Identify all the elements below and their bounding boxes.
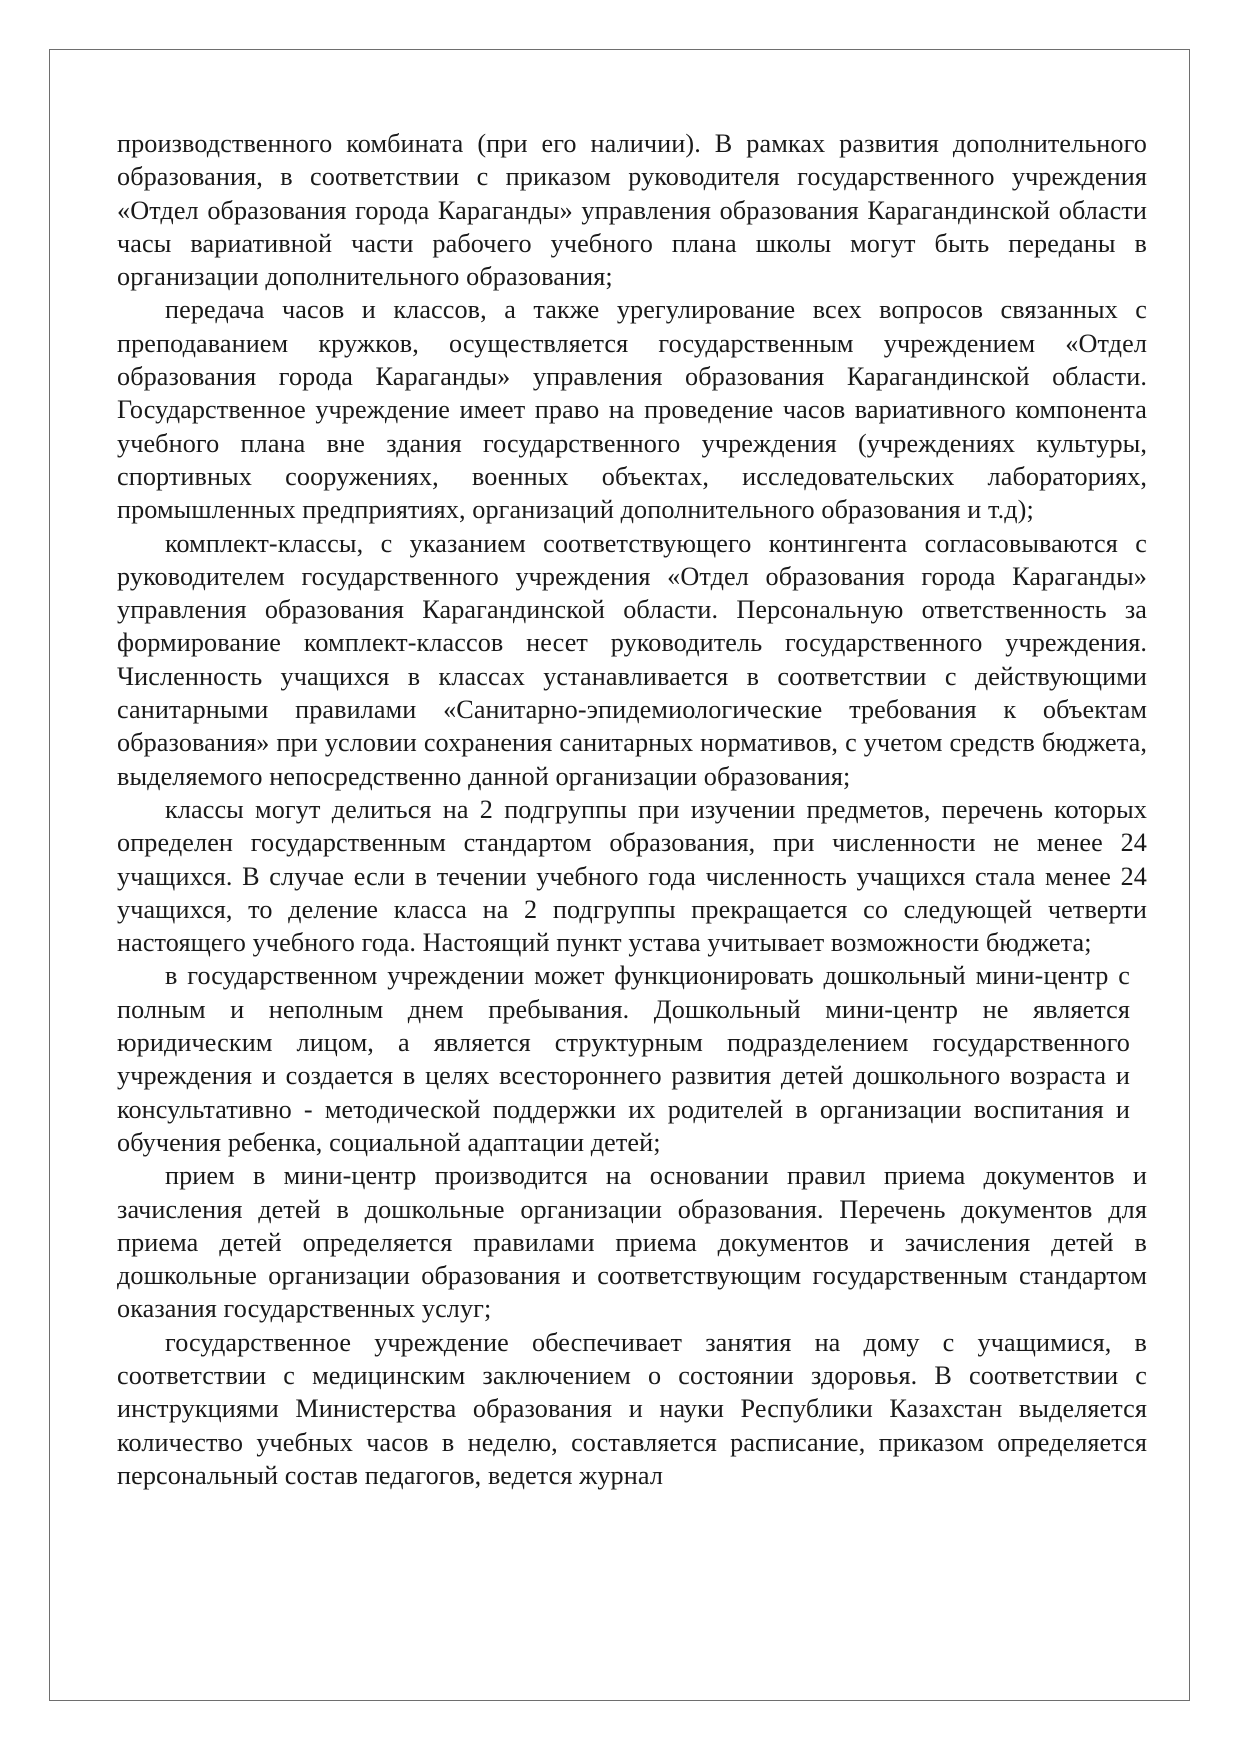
paragraph-mini-center: в государственном учреждении может функционировать дошкольный мини-центр с полным и неполным днем пребывания. Дошкольный мини-центр не является юридическим лицом, а является структурным подразделением государственного учреждения и создается в целях всестороннего развития детей дошкольного возраста и консультативно - методической поддержки их родителей в организации воспитания и обучения ребенка, социальной адаптации детей; [117, 961, 1130, 1157]
paragraph-subgroups: классы могут делиться на 2 подгруппы при изучении предметов, перечень которых определен государственным стандартом образования, при численности не менее 24 учащихся. В случае если в течении учебного года численность учащихся стала менее 24 учащихся, то деление класса на 2 подгруппы прекращается со следующей четверти настоящего учебного года. Настоящий пункт устава учитывает возможности бюджета; [117, 794, 1147, 958]
document-body [117, 127, 1147, 1492]
paragraph-home-schooling: государственное учреждение обеспечивает занятия на дому с учащимися, в соответствии с медицинским заключением о состоянии здоровья. В соответствии с инструкциями Министерства образования и науки Республики Казахстан выделяется количество учебных часов в неделю, составляется расписание, приказом определяется персональный состав педагогов, ведется журнал [117, 1327, 1147, 1490]
paragraph-combined-classes: комплект-классы, с указанием соответствующего контингента согласовываются с руководителем государственного учреждения «Отдел образования города Караганды» управления образования Карагандинской области. Персональную ответственность за формирование комплект-классов несет руководитель государственного учреждения. Численность учащихся в классах устанавливается в соответствии с действующими санитарными правилами «Санитарно-эпидемиологические требования к объектам образования» при условии сохранения санитарных нормативов, с учетом средств бюджета, выделяемого непосредственно данной организации образования; [117, 528, 1147, 791]
paragraph-admission: прием в мини-центр производится на основании правил приема документов и зачисления детей в дошкольные организации образования. Перечень документов для приема детей определяется правилами приема документов и зачисления детей в дошкольные организации образования и соответствующим государственным стандартом оказания государственных услуг; [117, 1161, 1147, 1324]
paragraph-continuation: производственного комбината (при его наличии). В рамках развития дополнительного образования, в соответствии с приказом руководителя государственного учреждения «Отдел образования города Караганды» управления образования Карагандинской области часы вариативной части рабочего учебного плана школы могут быть переданы в организации дополнительного образования; [117, 129, 1147, 292]
paragraph-hours-transfer: передача часов и классов, а также урегулирование всех вопросов связанных с преподаванием кружков, осуществляется государственным учреждением «Отдел образования города Караганды» управления образования Карагандинской области. Государственное учреждение имеет право на проведение часов вариативного компонента учебного плана вне здания государственного учреждения (учреждениях культуры, спортивных сооружениях, военных объектах, исследовательских лабораториях, промышленных предприятиях, организаций дополнительного образования и т.д); [117, 295, 1147, 525]
